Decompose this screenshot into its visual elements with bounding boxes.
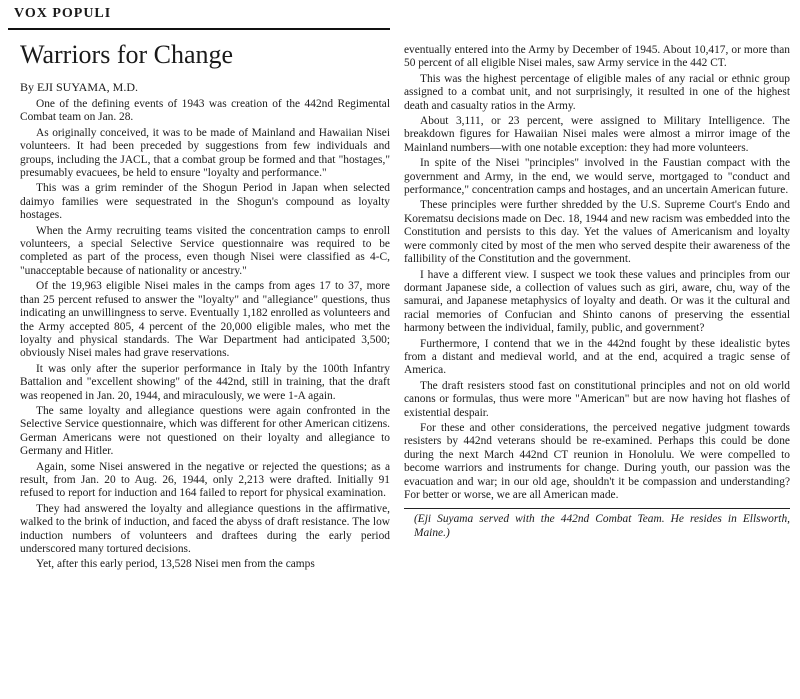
author-footnote: (Eji Suyama served with the 442nd Combat Team. He resides in Ellsworth, Maine.): [404, 508, 790, 540]
paragraph: Yet, after this early period, 13,528 Nisei men from the camps: [36, 558, 315, 571]
paragraph: These principles were further shredded by the U.S. Supreme Court's Endo and Korematsu decisions made on Dec. 18, 1944 and new racism was embedded into the Constitution and persists to this day. Yet the values of Americanism and loyalty were commonly cited by most of the men who served despite their awareness of the fallibility of the Constitution and the government.: [404, 199, 790, 266]
paragraph: It was only after the superior performance in Italy by the 100th Infantry Battalion and "excellent showing" of the 442nd, still in training, that the draft was reopened in Jan. 20, 1944, and miraculously, we were 1-A again.: [20, 362, 390, 402]
paragraph: This was a grim reminder of the Shogun Period in Japan when selected daimyo families were sequestrated in the Shogun's compound as loyalty hostages.: [20, 182, 390, 222]
paragraph: As originally conceived, it was to be made of Mainland and Hawaiian Nisei volunteers. It had been preceded by suggestions from few individuals and groups, including the JACL, that a combat group be formed and that "hostages," presumably evacuees, be held to ensure "loyalty and performance.": [20, 126, 390, 180]
byline: By EJI SUYAMA, M.D.: [20, 80, 139, 94]
paragraph: The same loyalty and allegiance questions were again confronted in the Selective Service questionnaire, which was different for other American citizens. German Americans were not questioned on their loyalty and allegiance to Germany and Hitler.: [20, 404, 390, 458]
paragraph: This was the highest percentage of eligible males of any racial or ethnic group assigned to a combat unit, and not surprisingly, it resulted in one of the highest death and casualty ratios in the Army.: [404, 72, 790, 112]
paragraph: Furthermore, I contend that we in the 442nd fought by these idealistic bytes from a distant and medieval world, and at the end, acquired a tragic sense of America.: [404, 337, 790, 377]
paragraph: About 3,111, or 23 percent, were assigned to Military Intelligence. The breakdown figures for Hawaiian Nisei males were almost a mirror image of the Mainland numbers—with one notable exception: they had more volunteers.: [404, 115, 790, 154]
paragraph: One of the defining events of 1943 was creation of the 442nd Regimental Combat team on Jan. 28.: [20, 98, 390, 124]
paragraph: In spite of the Nisei "principles" involved in the Faustian compact with the government and Army, in the end, we would serve, mortgaged to "conduct and performance," concentration camps and hostages, and an uncertain American future.: [404, 157, 790, 197]
headline: Warriors for Change: [20, 40, 234, 69]
paragraph: Of the 19,963 eligible Nisei males in the camps from ages 17 to 37, more than 25 percent refused to answer the "loyalty" and "allegiance" questions, thus indicating an unwillingness to serve. Eventually 1,182 enrolled as volunteers and the Army accepted 805, 4 percent of the 20,000 eligible males, who met the loyalty and physical standards. The War Department had anticipated 3,500; obviously Nisei males had grave reservations.: [20, 280, 390, 360]
paragraph: The draft resisters stood fast on constitutional principles and not on old world canons or formulas, thus were more "American" but are now having hot flashes of existential despair.: [404, 379, 790, 419]
paragraph: I have a different view. I suspect we took these values and principles from our dormant Japanese side, a collection of values such as giri, aware, chu, way of the samurai, and Japanese metaphysics of loyalty and death. Or was it the cultural and racial memories of Confucian and Shinto canons of preserving the essential harmony between the individual, family, public, and government?: [404, 268, 790, 335]
paragraph: They had answered the loyalty and allegiance questions in the affirmative, walked to the brink of induction, and faced the abyss of draft resistance. The low induction numbers of volunteers and draftees during the early period underscored many tortured decisions.: [20, 502, 390, 555]
paragraph: When the Army recruiting teams visited the concentration camps to enroll volunteers, a special Selective Service questionnaire was required to be completed as part of the process, even though Nisei were classified as 4-C, "unacceptable because of nationality or ancestry.": [20, 224, 390, 277]
paragraph: eventually entered into the Army by December of 1945. About 10,417, or more than 50 percent of all eligible Nisei males, saw Army service in the 442 CT.: [404, 44, 790, 70]
section-header: [8, 0, 390, 30]
left-column: [8, 0, 390, 574]
right-column: [404, 44, 790, 542]
section-label: VOX POPULI: [14, 6, 112, 21]
paragraph: Again, some Nisei answered in the negative or rejected the questions; as a result, from Jan. 20 to Aug. 26, 1944, only 2,213 were drafted. Initially 91 refused to report for induction and 164 failed to report for physical examination.: [20, 460, 390, 500]
paragraph: For these and other considerations, the perceived negative judgment towards resisters by 442nd veterans should be re-examined. Perhaps this could be done during the next March 442nd CT reunion in Honolulu. We were compelled to become warriors and instruments for change. During youth, our passion was the evacuation and war; in our old age, shouldn't it be compassion and understanding? For better or worse, we are all American made.: [404, 421, 790, 501]
